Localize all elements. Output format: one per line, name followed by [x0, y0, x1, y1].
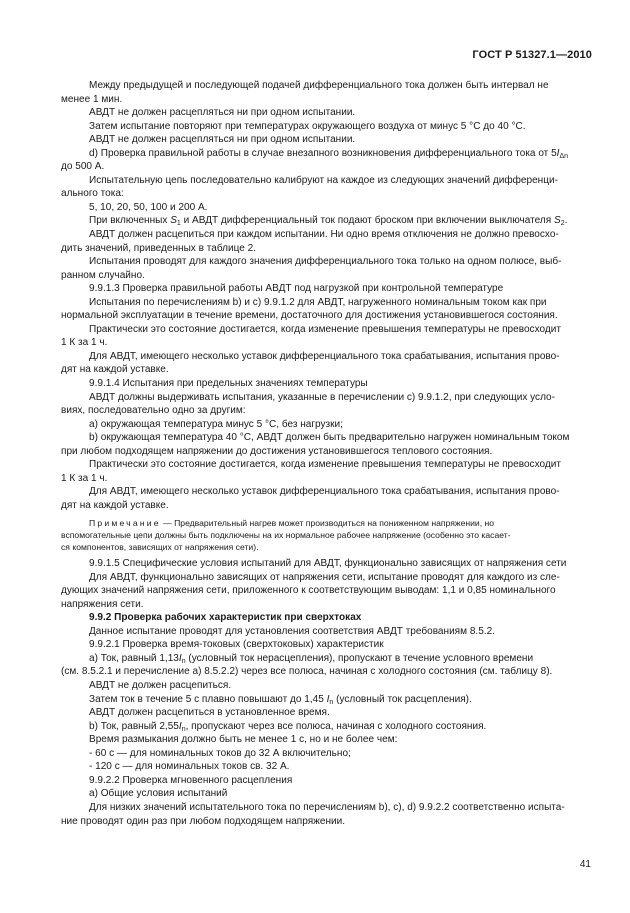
- paragraph: Испытательную цепь последовательно калибруют на каждое из следующих значений дифференци- ального тока:: [61, 174, 558, 200]
- paragraph: АВДТ должны выдерживать испытания, указанные в перечислении c) 9.9.1.2, при следующих усло- виях, последовательно одно за другим:: [61, 391, 555, 417]
- note-label: Примечание: [89, 517, 161, 528]
- subsection-heading: 9.9.1.3 Проверка правильной работы АВДТ под нагрузкой при контрольной температуре: [89, 283, 504, 295]
- paragraph: Практически это состояние достигается, когда изменение превышения температуры не превосходит 1 К за 1 ч.: [61, 459, 561, 484]
- paragraph: При включенных $S_1$ и АВДТ дифференциальный ток подают броском при включении выключателя $S_2$.: [89, 215, 568, 228]
- note: Примечание — Предварительный нагрев может производиться на пониженном напряжении, но вспомогательные цепи должны быть подключены на их нормальное рабочее напряжение (особенно это касает- ся компонентов, зависящих от напряжения сети).: [61, 517, 511, 552]
- paragraph: Испытания по перечислениям b) и c) 9.9.1.2 для АВДТ, нагруженного номинальным током как при нормальной эксплуатации в течение времени, достаточного для достижения установившегося состояния.: [61, 296, 558, 322]
- paragraph: Для АВДТ, имеющего несколько уставок дифференциального тока срабатывания, испытания прово- дят на каждой уставке.: [61, 350, 560, 376]
- list-item: а) Ток, равный $1,13I_n$ (условный ток нерасцепления), пропускают в течение условного времени (см. 8.5.2.1 и перечисление а) 8.5.2.2) через все полюса, начиная с холодного состояния (см. таблицу 8).: [61, 652, 553, 678]
- list-item: b) Ток, равный $2,55I_n$, пропускают через все полюса, начиная с холодного состояния.: [89, 720, 487, 733]
- paragraph: АВДТ не должен расцепиться.: [89, 680, 232, 692]
- page-number: 41: [579, 859, 591, 870]
- list-item: а) окружающая температура минус 5 °С, без нагрузки;: [89, 418, 343, 430]
- subsection-heading: 9.9.2.1 Проверка время-токовых (сверхтоковых) характеристик: [89, 639, 384, 651]
- paragraph: 5, 10, 20, 50, 100 и 200 А.: [89, 201, 208, 213]
- paragraph: АВДТ должен расцепиться при каждом испытании. Ни одно время отключения не должно превосхо- дить значений, приведенных в таблице 2.: [61, 229, 559, 254]
- paragraph: d) Проверка правильной работы в случае внезапного возникновения дифференциального тока от $5I_{\Delta n}$ до 500 А.: [61, 147, 569, 173]
- paragraph: Затем испытание повторяют при температурах окружающего воздуха от минус 5 °С до 40 °С.: [89, 120, 526, 132]
- paragraph: АВДТ не должен расцепляться ни при одном испытании.: [89, 134, 356, 146]
- paragraph: Для низких значений испытательного тока по перечислениям b), c), d) 9.9.2.2 соответственно испыта- ние проводят один раз при любом подходящем напряжении.: [61, 801, 565, 827]
- paragraph: Затем ток в течение 5 с плавно повышают до 1,45 $I_n$ (условный ток расцепления).: [89, 693, 472, 706]
- list-item: b) окружающая температура 40 °С, АВДТ должен быть предварительно нагружен номинальным током при любом подходящем напряжении до достижения установившегося теплового состояния.: [61, 432, 570, 457]
- subsection-heading: 9.9.2.2 Проверка мгновенного расцепления: [89, 774, 293, 786]
- paragraph: Время размыкания должно быть не менее 1 с, но и не более чем:: [89, 734, 398, 746]
- paragraph: Между предыдущей и последующей подачей дифференциального тока должен быть интервал не менее 1 мин.: [61, 80, 549, 105]
- subsection-heading: 9.9.1.4 Испытания при предельных значениях температуры: [89, 378, 368, 390]
- list-item: - 60 с — для номинальных токов до 32 А включительно;: [89, 747, 351, 759]
- paragraph: Для АВДТ, функционально зависящих от напряжения сети, испытание проводят для каждого из сле- дующих значений напряжения сети, приложенного к соответствующим выводам: 1,1 и 0,85 номинального напряжения сети.: [61, 571, 560, 610]
- standard-header: ГОСТ Р 51327.1—2010: [472, 49, 592, 61]
- paragraph: АВДТ не должен расцепляться ни при одном испытании.: [89, 107, 356, 119]
- paragraph: Практически это состояние достигается, когда изменение превышения температуры не превосходит 1 К за 1 ч.: [61, 323, 561, 349]
- paragraph: Для АВДТ, имеющего несколько уставок дифференциального тока срабатывания, испытания прово- дят на каждой уставке.: [61, 486, 560, 511]
- document-body: [61, 79, 583, 828]
- paragraph: АВДТ должен расцепиться в установленное время.: [89, 707, 330, 719]
- paragraph: Данное испытание проводят для установления соответствия АВДТ требованиям 8.5.2.: [89, 625, 495, 637]
- list-item: а) Общие условия испытаний: [89, 788, 228, 800]
- list-item: - 120 с — для номинальных токов св. 32 А.: [89, 761, 290, 773]
- section-heading: 9.9.2 Проверка рабочих характеристик при сверхтоках: [89, 612, 362, 624]
- paragraph: Испытания проводят для каждого значения дифференциального тока только на одном полюсе, выб- ранном случайно.: [61, 256, 562, 281]
- subsection-heading: 9.9.1.5 Специфические условия испытаний для АВДТ, функционально зависящих от напряжения сети: [89, 558, 567, 570]
